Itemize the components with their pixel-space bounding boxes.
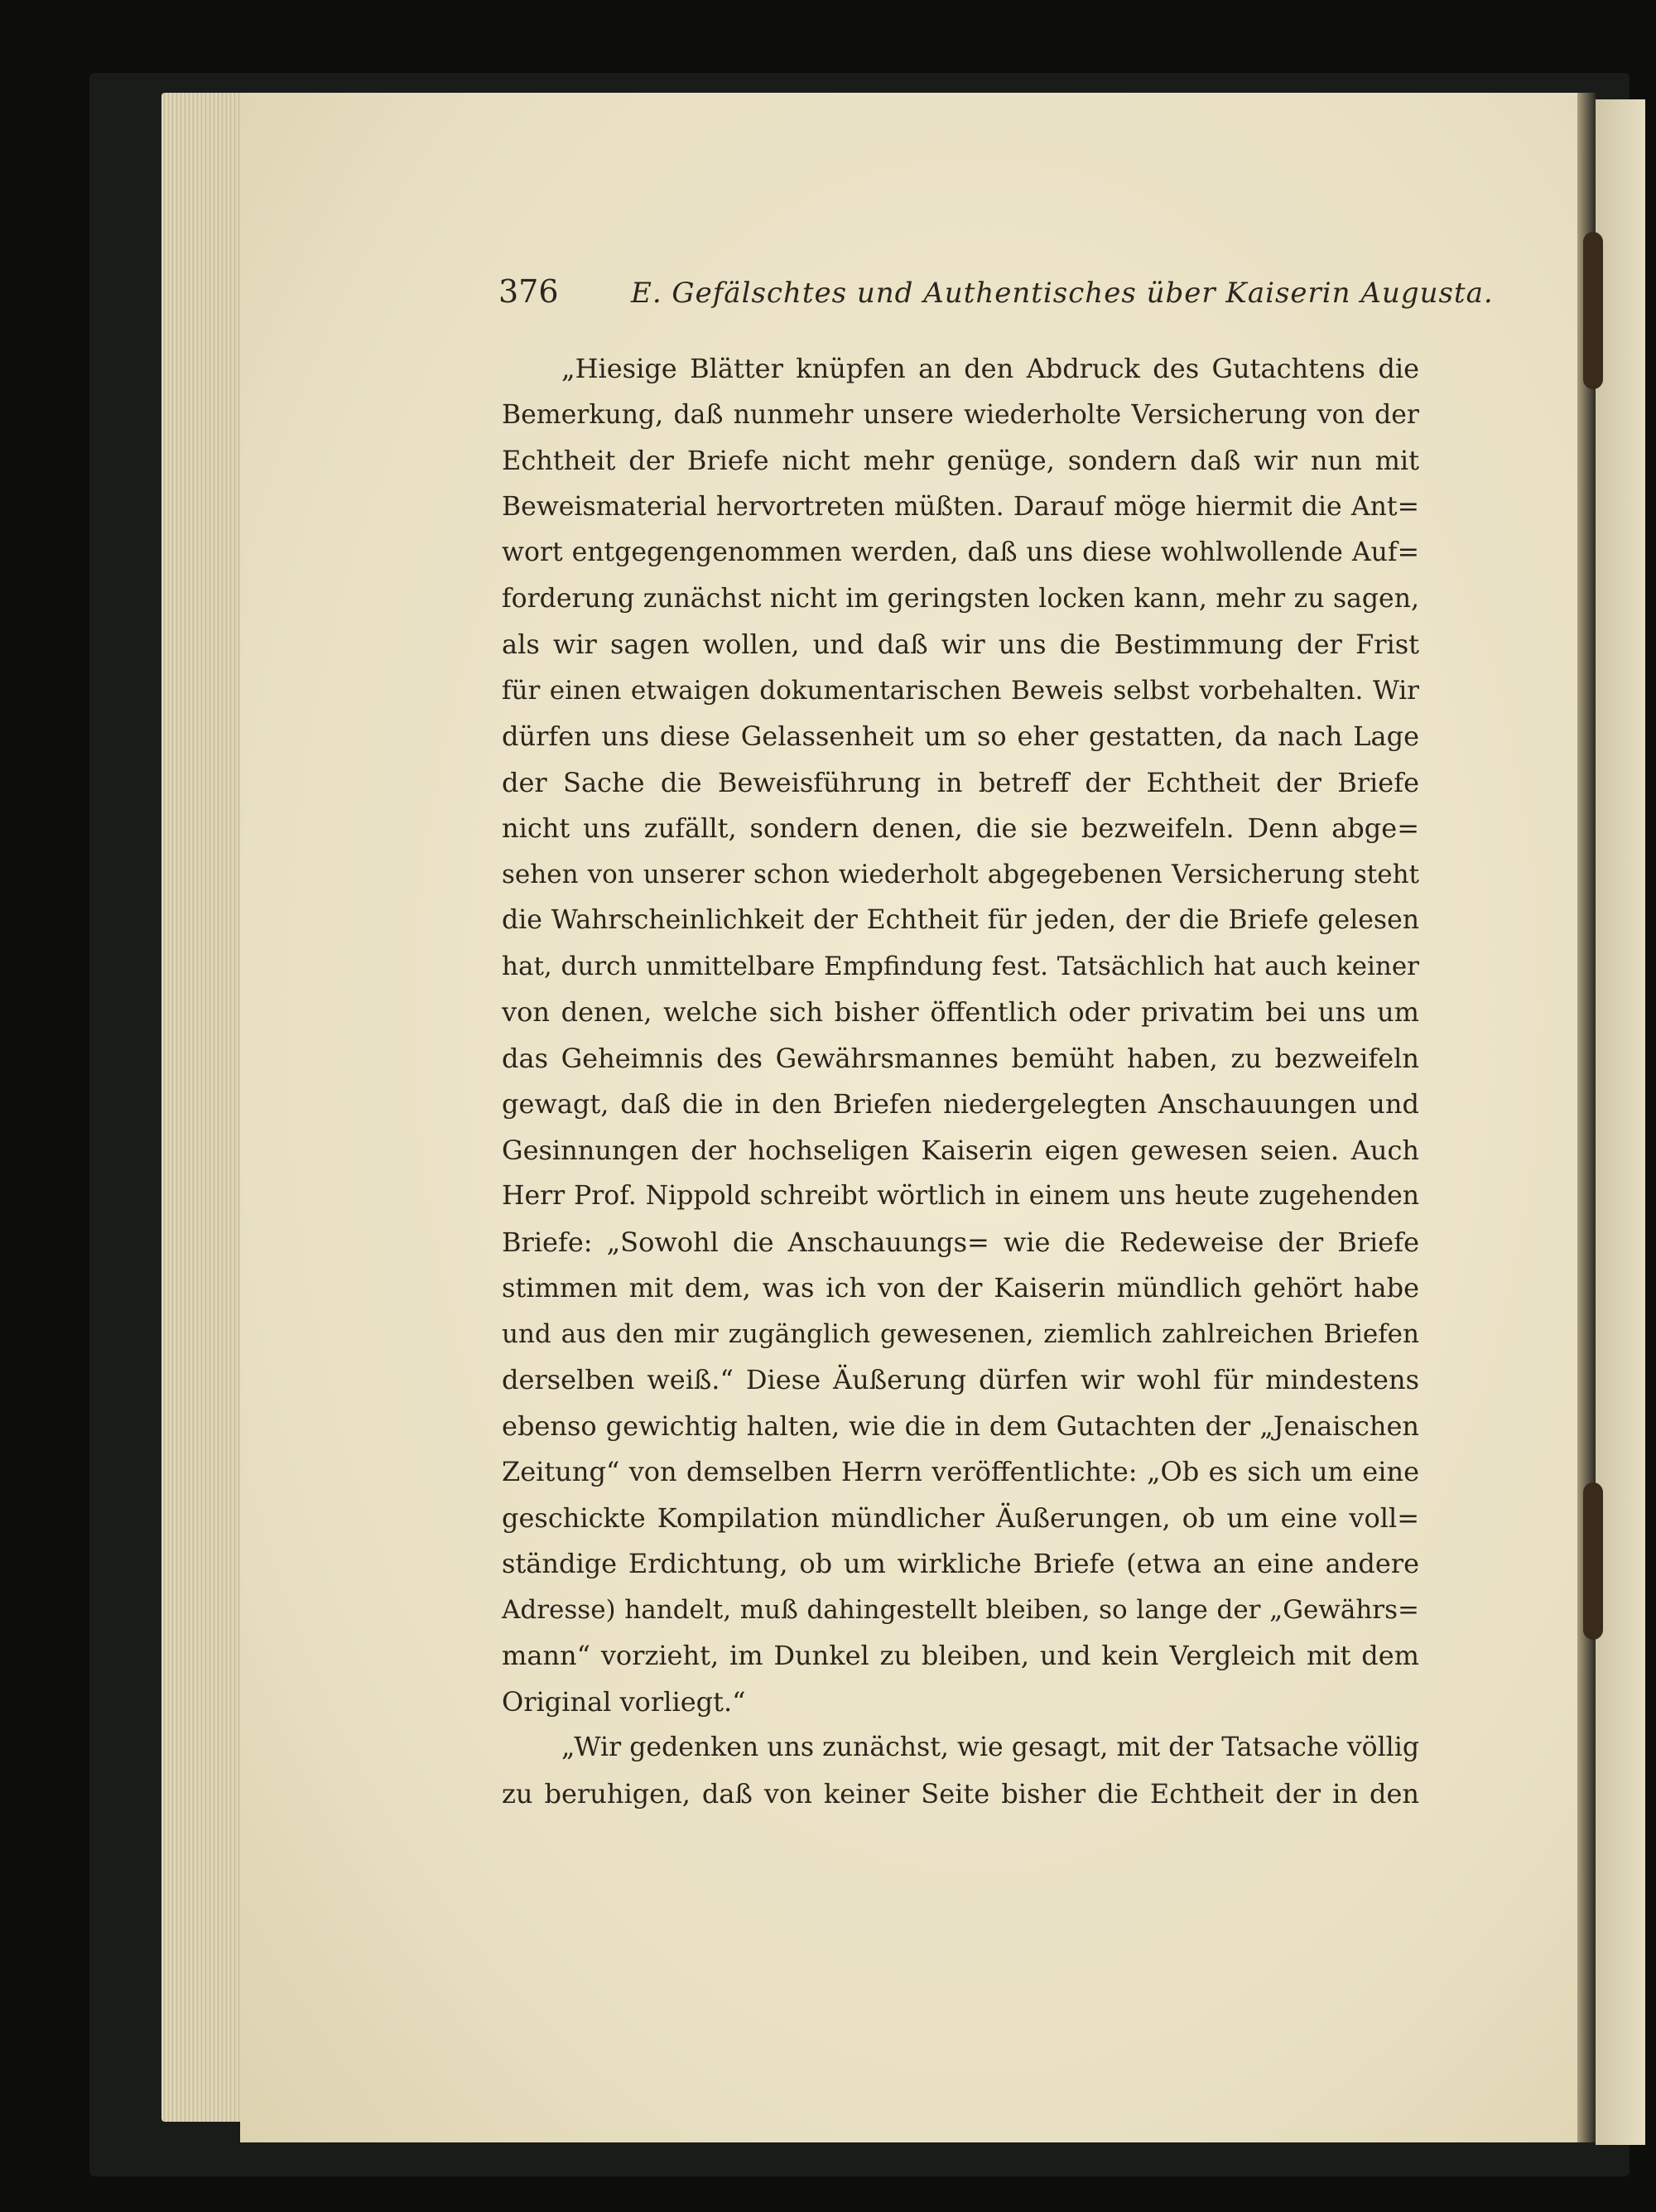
text-line: Echtheit der Briefe nicht mehr genüge, sondern daß wir nun mit — [502, 445, 1419, 476]
text-line: als wir sagen wollen, und daß wir uns die Bestimmung der Frist — [502, 629, 1419, 660]
text-line: gewagt, daß die in den Briefen niedergelegten Anschauungen und — [502, 1088, 1419, 1120]
text-line: Original vorliegt.“ — [502, 1685, 746, 1718]
page-edges — [161, 93, 253, 2122]
page-header — [498, 273, 1656, 323]
text-line: „Wir gedenken uns zunächst, wie gesagt, mit der Tatsache völlig — [561, 1732, 1419, 1762]
text-line: das Geheimnis des Gewährsmannes bemüht haben, zu bezweifeln — [502, 1042, 1419, 1074]
text-line: ebenso gewichtig halten, wie die in dem Gutachten der „Jenaischen — [502, 1410, 1419, 1442]
text-line: wort entgegengenommen werden, daß uns diese wohlwollende Auf= — [502, 537, 1419, 567]
text-line: stimmen mit dem, was ich von der Kaiserin mündlich gehört habe — [502, 1272, 1419, 1304]
text-line: und aus den mir zugänglich gewesenen, ziemlich zahlreichen Briefen — [502, 1318, 1419, 1349]
paragraph-2 — [502, 1725, 1419, 1817]
text-line: der Sache die Beweisführung in betreff der Echtheit der Briefe — [502, 766, 1419, 798]
text-line: Bemerkung, daß nunmehr unsere wiederholte Versicherung von der — [502, 399, 1419, 430]
text-line: die Wahrscheinlichkeit der Echtheit für jeden, der die Briefe gelesen — [502, 905, 1419, 935]
text-line: derselben weiß.“ Diese Äußerung dürfen wir wohl für mindestens — [502, 1364, 1419, 1395]
text-line: Herr Prof. Nippold schreibt wörtlich in einem uns heute zugehenden — [502, 1181, 1419, 1211]
text-line: Gesinnungen der hochseligen Kaiserin eigen gewesen seien. Auch — [502, 1134, 1419, 1166]
text-line: Beweismaterial hervortreten müßten. Darauf möge hiermit die Ant= — [502, 491, 1419, 522]
body-text — [502, 346, 1419, 1817]
running-head: E. Gefälschtes und Authentisches über Kaiserin Augusta. — [631, 277, 1494, 310]
text-line: hat, durch unmittelbare Empfindung fest. Tatsächlich hat auch keiner — [502, 951, 1419, 981]
facing-page-edge — [1596, 99, 1645, 2145]
text-line: ständige Erdichtung, ob um wirkliche Briefe (etwa an eine andere — [502, 1548, 1419, 1579]
text-line: nicht uns zufällt, sondern denen, die sie bezweifeln. Denn abge= — [502, 812, 1419, 844]
text-line: mann“ vorzieht, im Dunkel zu bleiben, und kein Vergleich mit dem — [502, 1640, 1419, 1671]
text-line: für einen etwaigen dokumentarischen Beweis selbst vorbehalten. Wir — [502, 675, 1419, 706]
text-line: sehen von unserer schon wiederholt abgegebenen Versicherung steht — [502, 859, 1419, 889]
text-line: Zeitung“ von demselben Herrn veröffentlichte: „Ob es sich um eine — [502, 1456, 1419, 1487]
text-line: dürfen uns diese Gelassenheit um so eher gestatten, da nach Lage — [502, 720, 1419, 752]
page-gutter — [1577, 93, 1596, 2142]
text-line: geschickte Kompilation mündlicher Äußerungen, ob um eine voll= — [502, 1501, 1419, 1534]
text-line: von denen, welche sich bisher öffentlich oder privatim bei uns um — [502, 996, 1419, 1028]
text-line: zu beruhigen, daß von keiner Seite bisher die Echtheit der in den — [502, 1777, 1419, 1810]
page-number: 376 — [498, 273, 559, 310]
text-line: Briefe: „Sowohl die Anschauungs= wie die Redeweise der Briefe — [502, 1226, 1419, 1258]
text-line: „Hiesige Blätter knüpfen an den Abdruck des Gutachtens die — [561, 353, 1419, 384]
text-line: forderung zunächst nicht im geringsten locken kann, mehr zu sagen, — [502, 583, 1419, 614]
text-line: Adresse) handelt, muß dahingestellt bleiben, so lange der „Gewährs= — [502, 1594, 1419, 1625]
binding-clip-bottom — [1583, 1482, 1603, 1640]
paragraph-1 — [502, 346, 1419, 1725]
